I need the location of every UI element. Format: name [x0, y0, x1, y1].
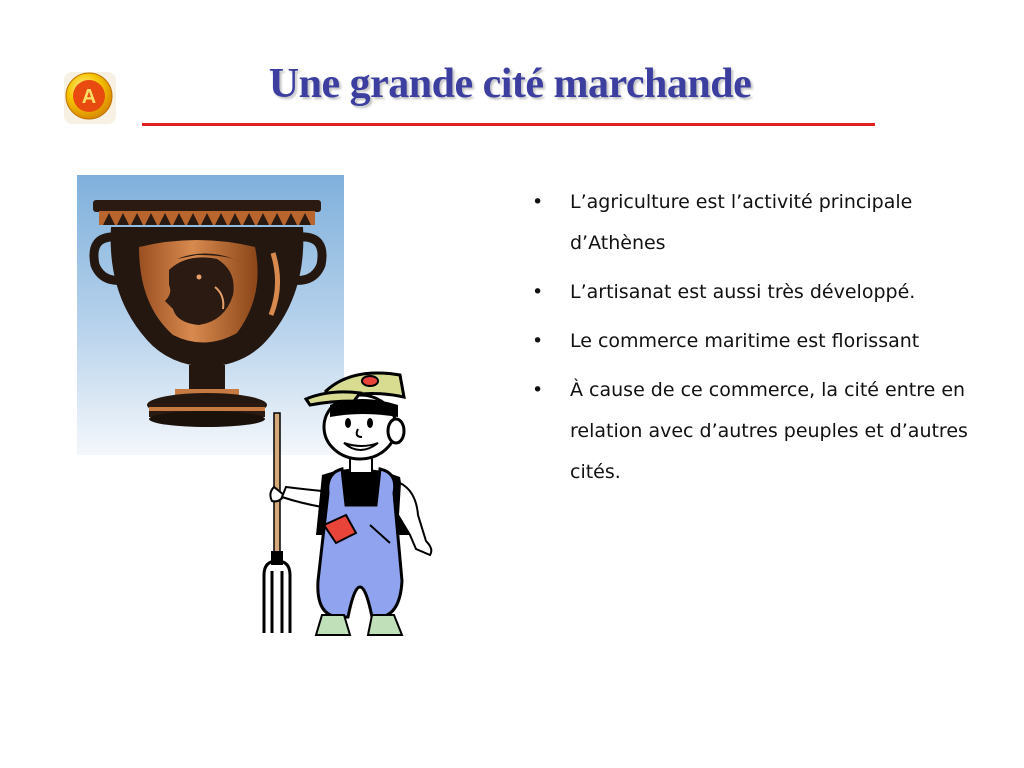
list-item — [528, 272, 968, 313]
bullet-text: Le commerce maritime est florissant — [570, 330, 920, 352]
title-underline — [142, 123, 875, 126]
list-item — [528, 370, 968, 493]
bullet-text: L’agriculture est l’activité principale d’Athènes — [570, 191, 913, 254]
slide-title: Une grande cité marchande — [268, 61, 752, 107]
bullet-dot: • — [532, 330, 544, 352]
bullet-text: L’artisanat est aussi très développé. — [570, 281, 916, 303]
badge-letter: A — [81, 86, 97, 108]
bullet-dot: • — [532, 379, 544, 401]
bullet-dot: • — [532, 191, 544, 213]
list-item — [528, 182, 968, 264]
list-item — [528, 321, 968, 362]
bullet-dot: • — [532, 281, 544, 303]
bullet-text: À cause de ce commerce, la cité entre en relation avec d’autres peuples et d’autres cités. — [570, 379, 968, 483]
bullet-list — [528, 182, 968, 501]
farmer-with-pitchfork-clipart — [250, 365, 450, 640]
letter-a-badge-icon — [62, 70, 118, 126]
